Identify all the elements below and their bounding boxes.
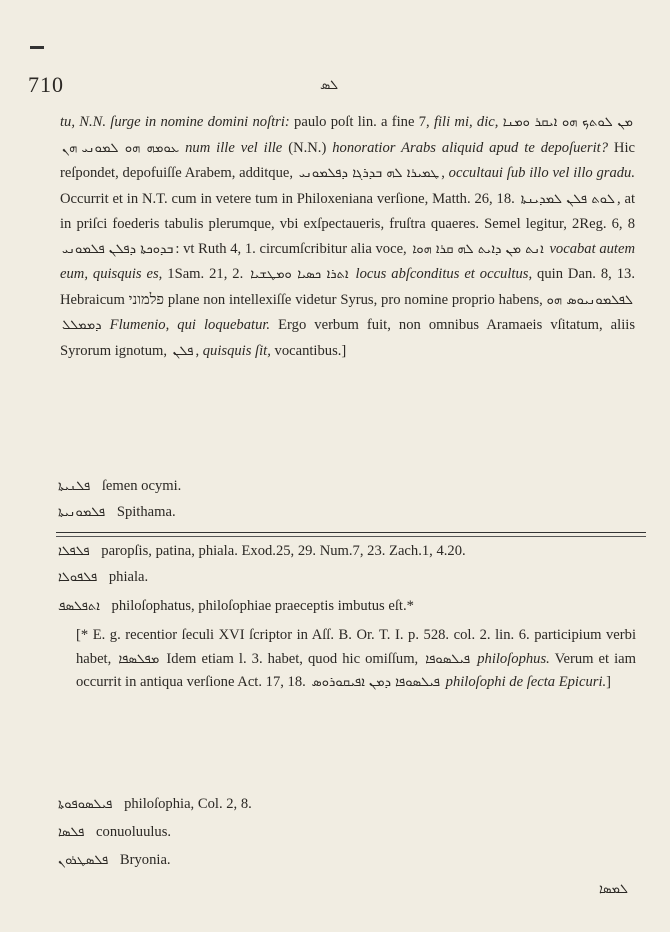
- running-header: ܠܣ: [320, 78, 339, 93]
- entry-gloss: Spithama.: [116, 504, 176, 520]
- entry-gloss: philoſophia, Col. 2, 8.: [124, 796, 252, 812]
- lexicon-entry: [56, 596, 414, 617]
- entry-headword: ܦܠܡܘܢܝܬܐ: [58, 505, 106, 520]
- entry-headword: ܦܠܣܐ: [58, 825, 85, 840]
- entry-gloss: ſemen ocymi.: [101, 478, 182, 494]
- syriac-phrase: ܐܬܪܐ ܟܣܝܐ ܘܡܛܫܝܐ: [250, 267, 349, 282]
- syriac-phrase: ܦܝܠܣܘܦܐ ܕܡܢ ܐܦܝܩܘܪܘܣ: [311, 675, 440, 690]
- continuation-paragraph: tu, N.N. ſurge in nomine domini noſtri: paulo poſt lin. a fine 7, fili mi, dic, ܡܢ ܠܘܬܟ ܗܘ ܐܝܩܪ ܘܡܢܐ ܥܘܡܗ ܗܘ ܠܡܘܢܝ ܗܢ num ille vel ille (N.N.) honoratior Arabs aliquid apud te depoſuerit? Hic reſpondet, depofuiſſe Arabem, additque, ܛܡܝܪܐ ܠܗ ܒܕܪܓܐ ܕܦܠܡܘܢܝ , occultaui ſub illo vel illo gradu. Occurrit et in N.T. cum in vetere tum in Philoxeniana verſione, Matth. 26, 18. ܠܘܬ ܦܠܢ ܠܡܕܝܢܬܐ , at in priſci foederis tabulis plerumque, vbi exſpectaueris, fruſtra quaeres. Semel legitur, 2Reg. 6, 8 ܒܕܘܟܬܐ ܕܦܠܢ ܦܠܡܘܢܝ : vt Ruth 4, 1. circumſcribitur alia voce, ܐܢܬ ܡܢ ܕܐܝܬ ܠܗ ܩܪܐ ܗܘܐ vocabat autem eum, quisquis es, 1Sam. 21, 2. ܐܬܪܐ ܟܣܝܐ ܘܡܛܫܝܐ locus abſconditus et occultus, quin Dan. 8, 13. Hebraicum פלמוני plane non intellexiſſe videtur Syrus, pro nomine proprio habens, ܠܦܠܡܘܢܝܘܣ ܗܘ ܕܡܡܠܠ Flumenio, qui loquebatur. Ergo verbum fuit, non omnibus Aramaeis vſitatum, aliis Syrorum ignotum, ܦܠܢ , quisquis ſit, vocantibus.]: [60, 114, 636, 359]
- entry-headword: ܐܬܦܠܣܦ: [58, 599, 100, 614]
- syriac-phrase: ܦܝܠܣܘܦܐ: [425, 651, 471, 667]
- syriac-phrase: ܦܠܢ: [172, 343, 194, 359]
- entry-gloss: paropſis, patina, phiala. Exod.25, 29. Num.7, 23. Zach.1, 4.20.: [101, 543, 466, 559]
- entry-headword: ܦܠܢܝܬܐ: [58, 479, 91, 494]
- lexicon-entry: [56, 822, 171, 843]
- syriac-phrase: ܐܢܬ ܡܢ ܕܐܝܬ ܠܗ ܩܪܐ ܗܘܐ: [412, 241, 544, 257]
- ink-mark: [30, 46, 44, 49]
- entry-headword: ܦܠܦܘܠܐ: [58, 570, 98, 585]
- page-number: 710: [28, 72, 64, 97]
- footnote: [* E. g. recentior ſeculi XVI ſcriptor in Aſſ. B. Or. T. I. p. 528. col. 2. lin. 6. participium verbi habet, ܡܦܠܣܦܐ Idem etiam l. 3. habet, quod hic omiſſum, ܦܝܠܣܘܦܐ philoſophus. Verum et iam occurrit in antiqua verſione Act. 17, 18. ܦܝܠܣܘܦܐ ܕܡܢ ܐܦܝܩܘܪܘܣ philoſophi de ſecta Epicuri.]: [76, 627, 637, 690]
- syriac-phrase: ܠܘܬ ܦܠܢ ܠܡܕܝܢܬܐ: [520, 191, 615, 207]
- lexicon-entry: [56, 541, 466, 562]
- section-rule: [56, 532, 646, 533]
- lexicon-entry: [56, 476, 181, 497]
- lexicon-entry: [56, 850, 171, 871]
- syriac-phrase: ܠܦܠܡܘܢܝܘܣ ܗܘ ܕܡܡܠܠ: [62, 292, 633, 333]
- entry-gloss: conuoluulus.: [96, 824, 172, 840]
- entry-gloss: philoſophatus, philoſophiae praeceptis imbutus eſt.*: [111, 598, 414, 614]
- lexicon-entry: [56, 794, 252, 815]
- entry-headword: ܦܝܠܣܘܦܘܬܐ: [58, 797, 113, 812]
- syriac-phrase: ܒܕܘܟܬܐ ܕܦܠܢ ܦܠܡܘܢܝ: [62, 241, 174, 257]
- hebrew-word: פלמוני: [128, 291, 165, 308]
- entry-headword: ܦܠܦܠܐ: [58, 544, 90, 559]
- lexicon-entry: [56, 502, 176, 523]
- lexicon-entry: [56, 567, 148, 588]
- entry-headword: ܦܠܣܛܪܘܢ: [58, 853, 109, 868]
- section-rule: [56, 536, 646, 537]
- syriac-phrase: ܡܢ ܠܘܬܟ ܗܘ ܐܝܩܪ ܘܡܢܐ ܥܘܡܗ ܗܘ ܠܡܘܢܝ ܗܢ: [62, 115, 633, 156]
- syriac-phrase: ܛܡܝܪܐ ܠܗ ܒܕܪܓܐ ܕܦܠܡܘܢܝ: [298, 166, 440, 181]
- entry-gloss: Bryonia.: [119, 852, 171, 868]
- syriac-phrase: ܡܦܠܣܦܐ: [118, 651, 160, 667]
- catchword: ܠܡܣܐ: [598, 882, 628, 897]
- entry-gloss: phiala.: [108, 569, 149, 585]
